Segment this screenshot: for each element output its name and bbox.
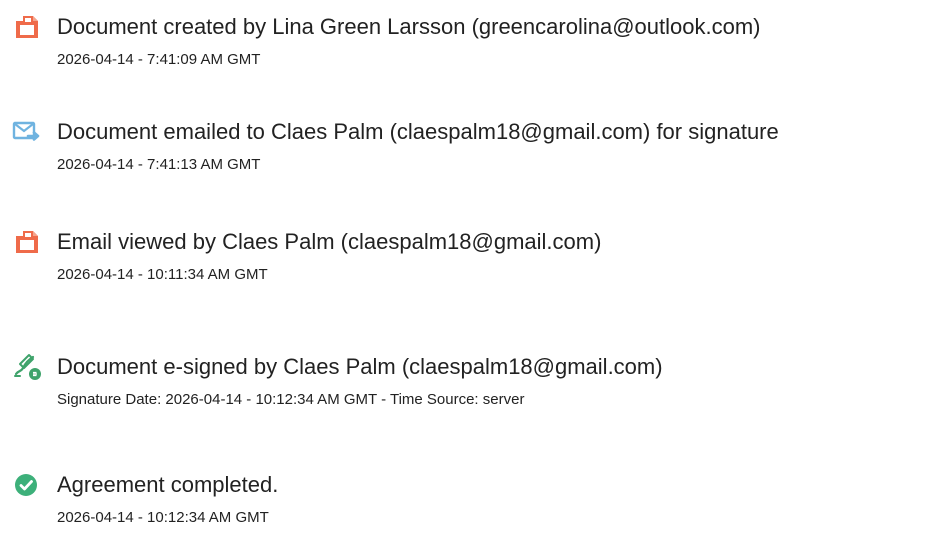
event-title: Document created by Lina Green Larsson (greencarolina@outlook.com) [57, 14, 761, 39]
email-viewed-icon [12, 227, 42, 257]
audit-event-signed [0, 352, 933, 432]
event-timestamp: 2026-04-14 - 10:11:34 AM GMT [57, 266, 268, 283]
event-timestamp: Signature Date: 2026-04-14 - 10:12:34 AM GMT - Time Source: server [57, 391, 525, 408]
email-sent-icon [12, 117, 42, 147]
event-title: Document e-signed by Claes Palm (claespalm18@gmail.com) [57, 354, 663, 379]
completed-check-icon [12, 470, 42, 500]
audit-event-emailed [0, 117, 933, 197]
audit-event-viewed [0, 227, 933, 307]
event-timestamp: 2026-04-14 - 7:41:13 AM GMT [57, 156, 261, 173]
event-title: Email viewed by Claes Palm (claespalm18@gmail.com) [57, 229, 602, 254]
event-timestamp: 2026-04-14 - 7:41:09 AM GMT [57, 51, 261, 68]
event-title: Document emailed to Claes Palm (claespalm18@gmail.com) for signature [57, 119, 779, 144]
audit-event-completed [0, 470, 933, 550]
document-created-icon [12, 12, 42, 42]
audit-event-created [0, 12, 933, 92]
e-signed-icon [12, 352, 42, 382]
event-title: Agreement completed. [57, 472, 279, 497]
event-timestamp: 2026-04-14 - 10:12:34 AM GMT [57, 509, 269, 526]
